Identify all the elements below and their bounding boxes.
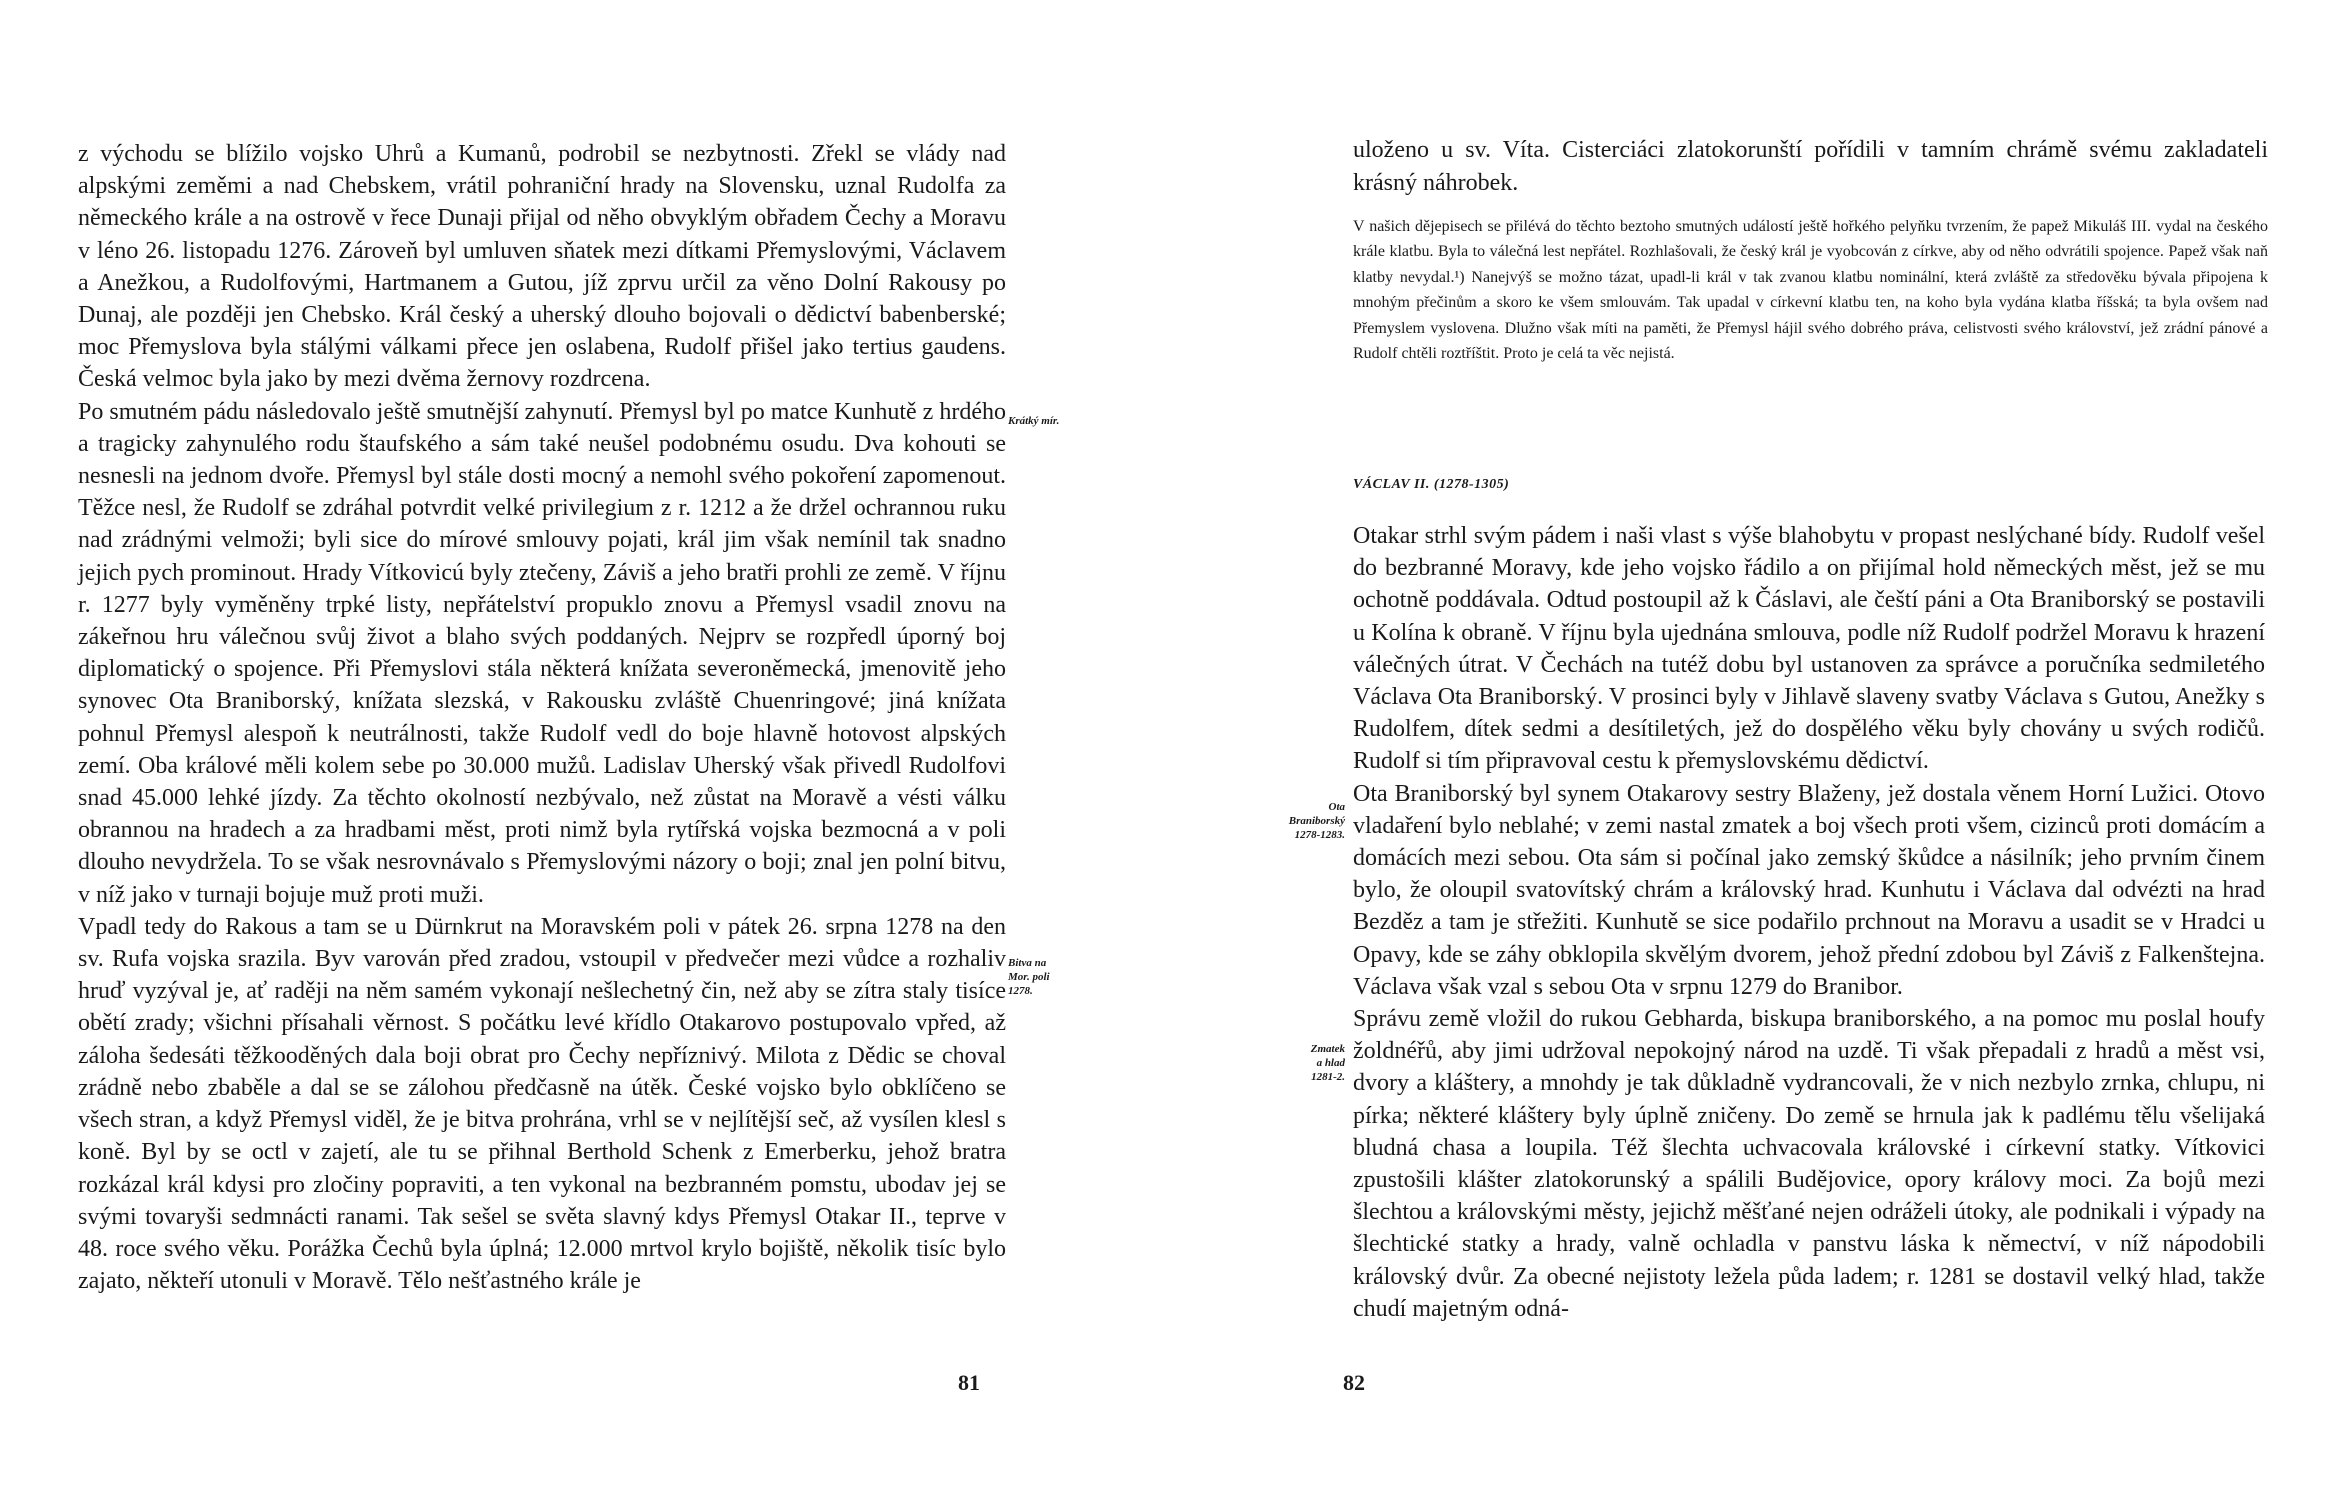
margin-note-ota: [1233, 800, 1345, 842]
margin-note-line: Krátký mír.: [1008, 415, 1060, 427]
margin-note-bitva: [1008, 956, 1108, 998]
right-intro-text: uloženo u sv. Víta. Cisterciáci zlatokorunští pořídili v tamním chrámě svému zakladateli krásný náhrobek.: [1353, 137, 2268, 196]
margin-note-line: 1278-1283.: [1294, 829, 1345, 841]
right-page: [1163, 0, 2326, 1500]
margin-note-line: 1278.: [1008, 985, 1033, 997]
right-page-body: [1353, 520, 2265, 1325]
right-paragraph-1: Otakar strhl svým pádem i naši vlast s výše blahobytu v propast neslýchané bídy. Rudolf vešel do bezbranné Moravy, kde jeho vojsko řádilo a on přijímal hold německých měst, jež se mu ochotně poddávala. Odtud postoupil až k Čáslavi, ale čeští páni a Ota Braniborský se postavili u Kolína k obraně. V říjnu byla ujednána smlouva, podle níž Rudolf podržel Moravu k hrazení válečných útrat. V Čechách na tutéž dobu byl ustanoven za správce a poručníka sedmiletého Václava Ota Braniborský. V prosinci byly v Jihlavě slaveny svatby Václava s Gutou, Anežky s Rudolfem, dítek sedmi a desítiletých, jež do dospělého věku byly chovány u svých rodičů. Rudolf si tím připravoval cestu k přemyslovskému dědictví.: [1353, 523, 2265, 775]
section-heading: VÁCLAV II. (1278-1305): [1353, 477, 1510, 492]
right-paragraph-2: Ota Braniborský byl synem Otakarovy sestry Blaženy, jež dostala věnem Horní Lužici. Otovo vladaření bylo neblahé; v zemi nastal zmatek a boj všech proti všem, cizinců proti domácím a domácích mezi sebou. Ota sám si počínal jako zemský škůdce a násilník; jeho prvním činem bylo, že oloupil svatovítský chrám a královský hrad. Kunhutu i Václava dal odvézti na hrad Bezděz a tam je střežiti. Kunhutě se sice podařilo prchnout na Moravu a usadit se v Hradci u Opavy, kde se záhy obklopila skvělým dvorem, jehož přední zdobou byl Záviš z Falkenštejna. Václava však vzal s sebou Ota v srpnu 1279 do Branibor.: [1353, 780, 2265, 1000]
left-paragraph-1: z východu se blížilo vojsko Uhrů a Kumanů, podrobil se nezbytnosti. Zřekl se vlády nad alpskými zeměmi a nad Chebskem, vrátil pohraniční hrady na Slovensku, uznal Rudolfa za německého krále a na ostrově v řece Dunaji přijal od něho obvyklým obřadem Čechy a Moravu v léno 26. listopadu 1276. Zároveň byl umluven sňatek mezi dítkami Přemyslovými, Václavem a Anežkou, a Rudolfovými, Hartmanem a Gutou, jíž zprvu určil za věno Dolní Rakousy po Dunaj, ale později jen Chebsko. Král český a uherský dlouho bojovali o dědictví babenberské; moc Přemyslova byla stálými válkami přece jen oslabena, Rudolf přišel jako tertius gaudens. Česká velmoc byla jako by mezi dvěma žernovy rozdrcena.: [78, 141, 1006, 393]
margin-note-line: 1281-2.: [1311, 1071, 1345, 1083]
margin-note-line: Ota: [1328, 801, 1345, 813]
page-number-right: 82: [1343, 1370, 1365, 1395]
margin-note-line: Braniborský: [1288, 815, 1345, 827]
margin-note-line: a hlad: [1316, 1057, 1345, 1069]
margin-note-kratky-mir: [1008, 414, 1108, 428]
right-paragraph-3: Správu země vložil do rukou Gebharda, biskupa braniborského, a na pomoc mu poslal houfy žoldnéřů, aby jimi udržoval nepokojný národ na uzdě. Ti však přepadali z hradů a měst vsi, dvory a kláštery, a mnohdy je tak důkladně vydrancovali, že v nich nezbylo zrnka, chlupu, ni pírka; některé kláštery byly úplně zničeny. Do země se hrnula jak k padlému tělu všelijaká bludná chasa a loupila. Též šlechta uchvacovala královské i církevní statky. Vítkovici zpustošili klášter zlatokorunský a spálili Budějovice, opory královy moci. Za bojů mezi šlechtou a královskými městy, jejichž měšťané nejen odráželi útoky, ale podnikali i výpady na šlechtické statky a hrady, valně ochladla v panstvu láska k němectví, v níž nápodobili královský dvůr. Za obecné nejistoty ležela půda ladem; r. 1281 se dostavil velký hlad, takže chudí majetným odná-: [1353, 1006, 2265, 1322]
margin-note-line: Zmatek: [1310, 1043, 1345, 1055]
left-paragraph-2: Po smutném pádu následovalo ještě smutnější zahynutí. Přemysl byl po matce Kunhutě z hrdého a tragicky zahynulého rodu štaufského a sám také neušel podobnému osudu. Dva kohouti se nesnesli na jednom dvoře. Přemysl byl stále dosti mocný a nemohl svého pokoření zapomenout. Těžce nesl, že Rudolf se zdráhal potvrdit velké privilegium z r. 1212 a že držel ochrannou ruku nad zrádnými velmoži; byli sice do mírové smlouvy pojati, král jim však nemínil tak snadno jejich pych prominout. Hrady Vítkovicú byly ztečeny, Záviš a jeho bratři prohli ze země. V říjnu r. 1277 byly vyměněny trpké listy, nepřátelství propuklo znovu a Přemysl vsadil znovu na zákeřnou hru válečnou svůj život a blaho svých poddaných. Nejprv se rozpředl úporný boj diplomatický o spojence. Při Přemyslovi stála některá knížata severoněmecká, jmenovitě jeho synovec Ota Braniborský, knížata slezská, v Rakousku zvláště Chuenringové; jiná knížata pohnul Přemysl alespoň k neutrálnosti, takže Rudolf vedl do boje hlavně hotovost alpských zemí. Oba králové měli kolem sebe po 30.000 mužů. Ladislav Uherský však přivedl Rudolfovi snad 45.000 lehké jízdy. Za těchto okolností nezbývalo, než zůstat na Moravě a vésti válku obrannou na hradech a za hradbami měst, proti nimž byla rytířská vojska bezmocná a v poli dlouho nevydržela. To se však nesrovnávalo s Přemyslovými názory o boji; znal jen polní bitvu, v níž jako v turnaji bojuje muž proti muži.: [78, 398, 1006, 908]
footnote-paragraph: V našich dějepisech se přilévá do těchto beztoho smutných událostí ještě hořkého pelyňku tvrzením, že papež Mikuláš III. vydal na českého krále klatbu. Byla to válečná lest nepřátel. Rozhlašovali, že český král je vyobcován z církve, aby od něho odvrátili spojence. Papež však naň klatby nevydal.¹) Nanejvýš se možno tázat, upadl-li král v tak zvanou klatbu nominální, která zvláště za středověku bývala připojena k mnohým přečinům a skoro ke všem smlouvám. Tak upadal v církevní klatbu ten, na koho byla vydána klatba říšská; ta byla ovšem nad Přemyslem vyslovena. Dlužno však míti na paměti, že Přemysl hájil svého dobrého práva, celistvosti svého království, jež zrádní pánové a Rudolf chtěli roztříštit. Proto je celá ta věc nejistá.: [1353, 218, 2268, 363]
margin-note-zmatek: [1233, 1042, 1345, 1084]
margin-note-line: Bitva na: [1008, 957, 1047, 969]
margin-note-line: Mor. poli: [1008, 971, 1050, 983]
page-number-left: 81: [958, 1370, 980, 1395]
left-page-body: [78, 138, 1006, 1297]
left-paragraph-3: Vpadl tedy do Rakous a tam se u Dürnkrut na Moravském poli v pátek 26. srpna 1278 na den sv. Rufa vojska srazila. Byv varován před zradou, vstoupil v předvečer mezi vůdce a rozhaliv hruď vyzýval je, ať raději na něm samém vykonají nešlechetný čin, než aby se zítra staly tisíce obětí zrady; všichni přísahali věrnost. S počátku levé křídlo Otakarovo postupovalo vpřed, až záloha šedesáti těžkooděných dala boji obrat pro Čechy nepříznivý. Milota z Dědic se choval zrádně nebo zbaběle a dal se se zálohou předčasně na útěk. České vojsko bylo obklíčeno se všech stran, a když Přemysl viděl, že je bitva prohrána, vrhl se v nejlítější seč, až vysílen klesl s koně. Byl by se octl v zajetí, ale tu se přihnal Berthold Schenk z Emerberku, jehož bratra rozkázal král kdysi pro zločiny popraviti, a ten vykonal na bezbranném pomstu, ubodav jej se svými tovaryši sedmnácti ranami. Tak sešel se světa slavný kdys Přemysl Otakar II., teprve v 48. roce svého věku. Porážka Čechů byla úplná; 12.000 mrtvol krylo bojiště, několik tisíc bylo zajato, někteří utonuli v Moravě. Tělo nešťastného krále je: [78, 913, 1006, 1295]
